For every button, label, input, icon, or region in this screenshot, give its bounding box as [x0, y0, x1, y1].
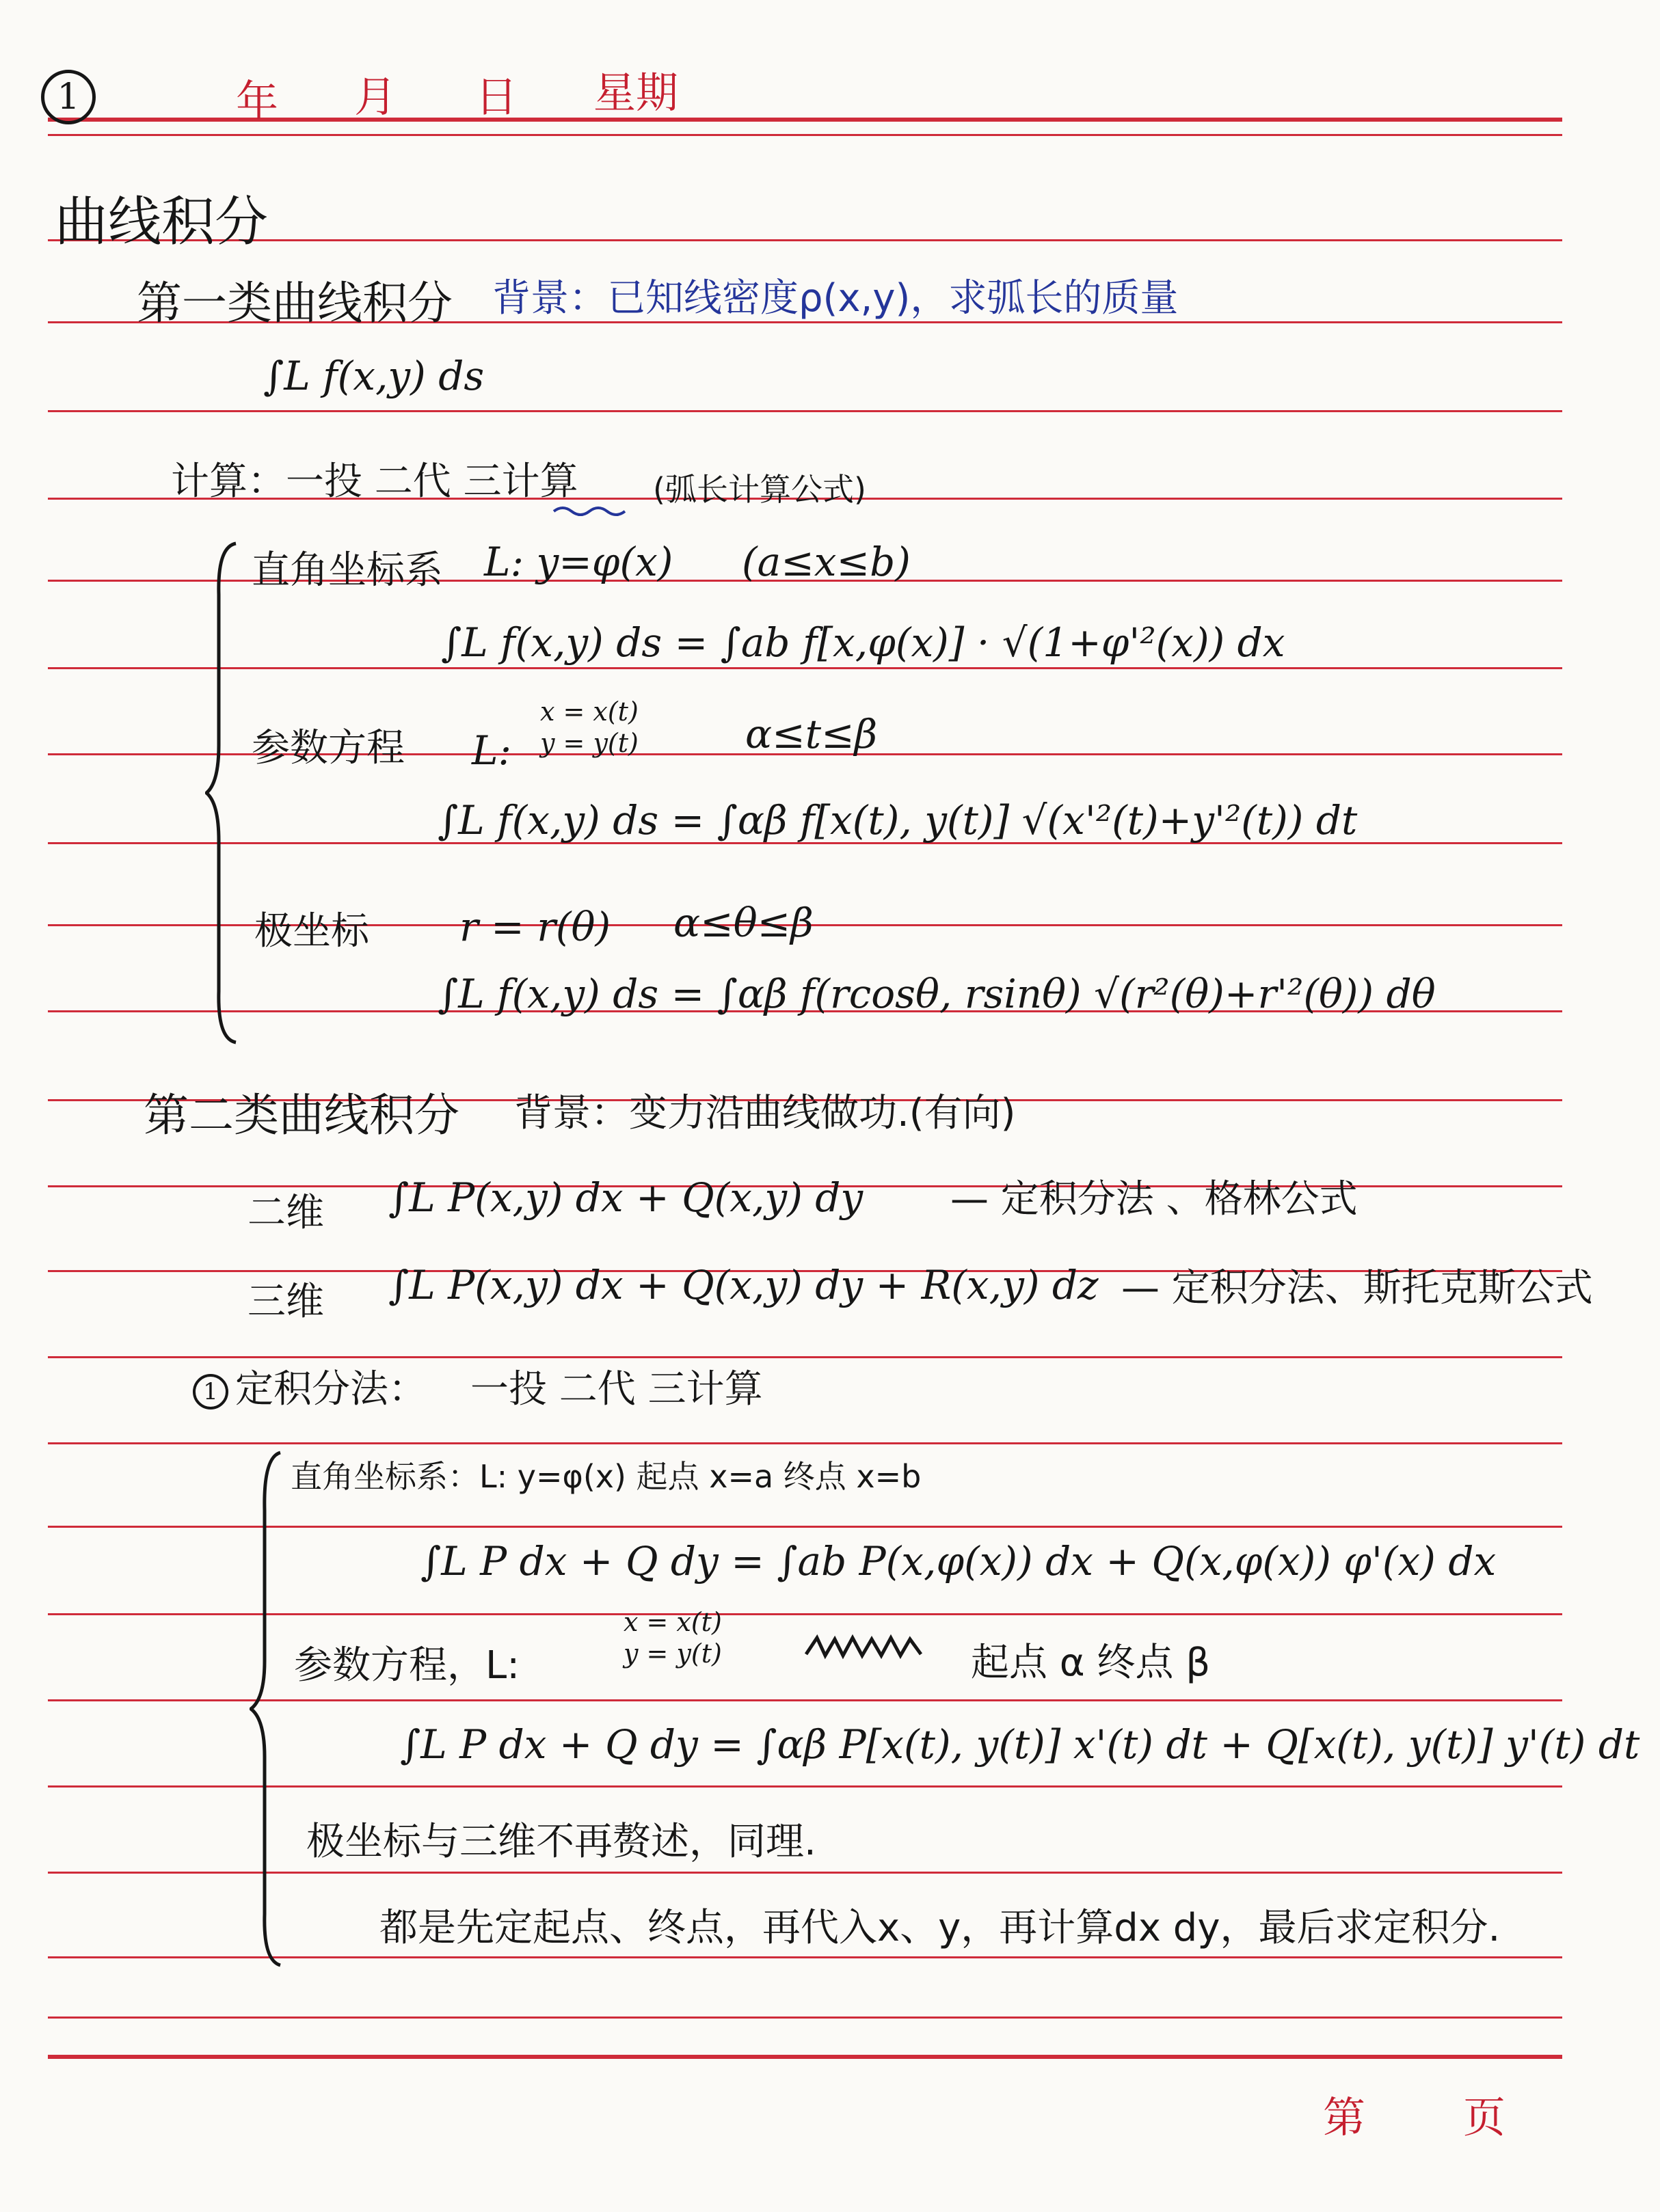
second-kind-heading: 第二类曲线积分: [144, 1089, 459, 1142]
sk-param-formula: ∫L P dx + Q dy = ∫αβ P[x(t), y(t)] x'(t) dt + Q[x(t), y(t)] y'(t) dt: [400, 1721, 1640, 1768]
fk-polar-range: α≤θ≤β: [673, 900, 814, 946]
sk-dim3-formula: ∫L P(x,y) dx + Q(x,y) dy + R(x,y) dz: [388, 1262, 1099, 1308]
page-index-circled: [41, 70, 96, 124]
rule-line: [48, 667, 1562, 669]
method-number: 1: [203, 1377, 218, 1405]
fk-param-formula: ∫L f(x,y) ds = ∫αβ f[x(t), y(t)] √(x'²(t)+y'²(t)) dt: [438, 797, 1358, 844]
footer-ye: 页: [1463, 2092, 1506, 2142]
fk-cartesian-label: 直角坐标系: [252, 548, 443, 593]
fk-cartesian-formula: ∫L f(x,y) ds = ∫ab f[x,φ(x)] · √(1+φ'²(x)) dx: [441, 619, 1285, 666]
sk-polar-note: 极坐标与三维不再赘述，同理.: [306, 1820, 816, 1864]
sk-cartesian-formula: ∫L P dx + Q dy = ∫ab P(x,φ(x)) dx + Q(x,φ(x)) φ'(x) dx: [420, 1538, 1497, 1584]
sk-dim2-label: 二维: [247, 1191, 324, 1235]
rule-line: [48, 2017, 1562, 2019]
brace-second-kind: [250, 1449, 291, 1969]
second-kind-background: 背景：变力沿曲线做功.(有向): [514, 1091, 1016, 1135]
sk-dim2-note: — 定积分法 、格林公式: [950, 1177, 1358, 1222]
sk-method-steps: 一投 二代 三计算: [470, 1367, 763, 1412]
fk-param-system: [540, 696, 639, 759]
header-year: 年: [236, 76, 279, 126]
fk-polar-formula: ∫L f(x,y) ds = ∫αβ f(rcosθ, rsinθ) √(r²(θ)+r'²(θ)) dθ: [438, 971, 1436, 1017]
header-day: 日: [475, 72, 518, 122]
fk-param-x: x = x(t): [540, 697, 639, 727]
page-title: 曲线积分: [55, 191, 269, 253]
method-number-circled: [193, 1374, 228, 1410]
rule-line: [48, 1356, 1562, 1358]
brace-first-kind: [205, 540, 246, 1046]
rule-line: [48, 239, 1562, 241]
fk-param-y: y = y(t): [540, 728, 639, 758]
first-kind-background: 背景：已知线密度ρ(x,y)，求弧长的质量: [492, 276, 1179, 321]
sk-dim2-formula: ∫L P(x,y) dx + Q(x,y) dy: [388, 1174, 864, 1221]
sk-dim3-note: — 定积分法、斯托克斯公式: [1121, 1266, 1593, 1310]
first-kind-steps-note: (弧长计算公式): [653, 471, 866, 508]
header-weekday: 星期: [593, 68, 679, 118]
rule-line: [48, 1442, 1562, 1444]
fk-cartesian-curve: L: y=φ(x): [484, 539, 673, 585]
fk-param-range: α≤t≤β: [745, 711, 878, 757]
page-index: 1: [57, 77, 80, 118]
fk-polar-curve: r = r(θ): [459, 904, 611, 950]
sk-summary: 都是先定起点、终点，再代入x、y，再计算dx dy，最后求定积分.: [379, 1906, 1501, 1950]
sk-method-title: 定积分法：: [235, 1367, 427, 1412]
sk-cartesian-line: 直角坐标系：L: y=φ(x) 起点 x=a 终点 x=b: [291, 1458, 922, 1495]
sk-param-x: x = x(t): [624, 1607, 722, 1637]
rule-line: [48, 134, 1562, 136]
first-kind-heading: 第一类曲线积分: [137, 277, 453, 329]
first-kind-integral: ∫L f(x,y) ds: [263, 353, 485, 399]
rule-line: [48, 410, 1562, 412]
fk-polar-label: 极坐标: [254, 909, 369, 954]
fk-cartesian-range: (a≤x≤b): [742, 539, 911, 585]
fk-param-label: 参数方程: [252, 726, 405, 770]
fk-param-L: L:: [472, 727, 512, 774]
crossed-out-scribble: [803, 1634, 926, 1661]
sk-dim3-label: 三维: [247, 1280, 324, 1324]
first-kind-steps: 计算：一投 二代 三计算: [171, 459, 578, 504]
footer-di: 第: [1323, 2092, 1366, 2142]
emphasis-squiggle: [552, 503, 628, 520]
sk-method-line: [193, 1359, 427, 1414]
header-month: 月: [354, 72, 397, 122]
sk-param-endpoints: 起点 α 终点 β: [971, 1641, 1211, 1685]
footer-rule: [48, 2055, 1562, 2059]
sk-param-y: y = y(t): [624, 1638, 722, 1669]
sk-param-system: [624, 1606, 722, 1669]
sk-param-label: 参数方程，L:: [294, 1643, 520, 1688]
